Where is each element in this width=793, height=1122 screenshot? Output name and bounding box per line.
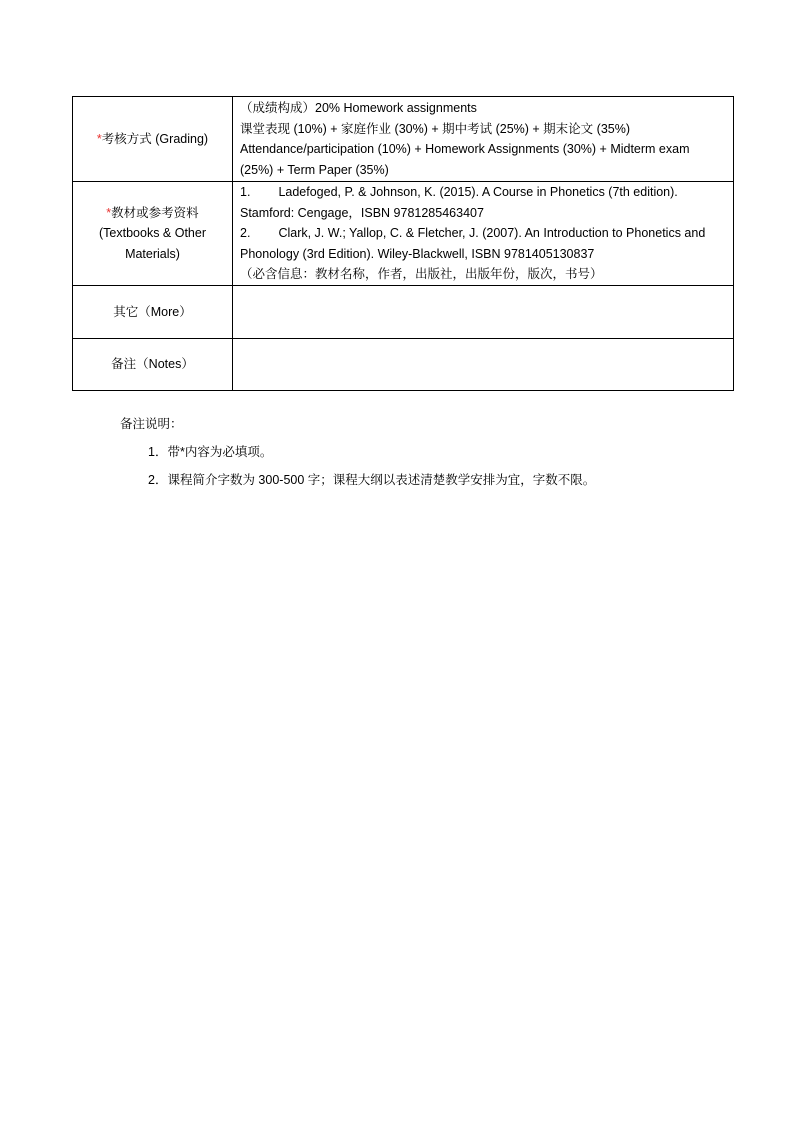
remarks-item: 2．课程简介字数为 300-500 字；课程大纲以表述清楚教学安排为宜，字数不限。 [148, 473, 596, 487]
more-content [233, 286, 734, 339]
more-label: 其它（More） [73, 286, 233, 339]
grading-line: Attendance/participation (10%) + Homework Assignments (30%) + Midterm exam [240, 142, 690, 156]
remarks-title: 备注说明： [120, 417, 183, 431]
remarks-section [120, 410, 595, 494]
more-row [73, 286, 734, 339]
item-number: 1. [240, 185, 251, 200]
grading-line: （成绩构成）20% Homework assignments [240, 101, 477, 115]
materials-label-cn: 教材或参考资料 [111, 205, 199, 220]
materials-content-cell [233, 182, 734, 286]
materials-label-en: Materials) [125, 246, 180, 261]
notes-row [73, 339, 734, 391]
item-number: 2. [240, 226, 251, 241]
grading-row [73, 97, 734, 182]
reference-item-2 [240, 223, 727, 244]
reference-text: Clark, J. W.; Yallop, C. & Fletcher, J. (2007). An Introduction to Phonetics and [278, 226, 706, 241]
materials-label-en: (Textbooks & Other [99, 226, 206, 241]
required-mark: * [96, 131, 102, 146]
notes-label: 备注（Notes） [73, 339, 233, 391]
notes-content [233, 339, 734, 391]
remarks-item: 1．带*内容为必填项。 [148, 445, 273, 459]
materials-row [73, 182, 734, 286]
syllabus-table [72, 96, 734, 391]
grading-content-cell [233, 97, 734, 182]
grading-line: (25%) + Term Paper (35%) [240, 162, 389, 177]
reference-text: Phonology (3rd Edition). Wiley-Blackwell, ISBN 9781405130837 [240, 246, 595, 261]
grading-label: 考核方式 (Grading) [101, 131, 209, 146]
required-info-note: （必含信息：教材名称，作者，出版社，出版年份，版次，书号） [240, 267, 603, 282]
grading-line: 课堂表现 (10%) + 家庭作业 (30%) + 期中考试 (25%) + 期末论文 (35%) [240, 121, 631, 136]
materials-label-cell [73, 182, 233, 286]
required-mark: * [106, 205, 112, 220]
reference-text: Stamford: Cengage，ISBN 9781285463407 [240, 205, 484, 220]
grading-label-cell [73, 97, 233, 182]
reference-text: Ladefoged, P. & Johnson, K. (2015). A Course in Phonetics (7th edition). [278, 185, 678, 200]
reference-item-1 [240, 182, 727, 203]
